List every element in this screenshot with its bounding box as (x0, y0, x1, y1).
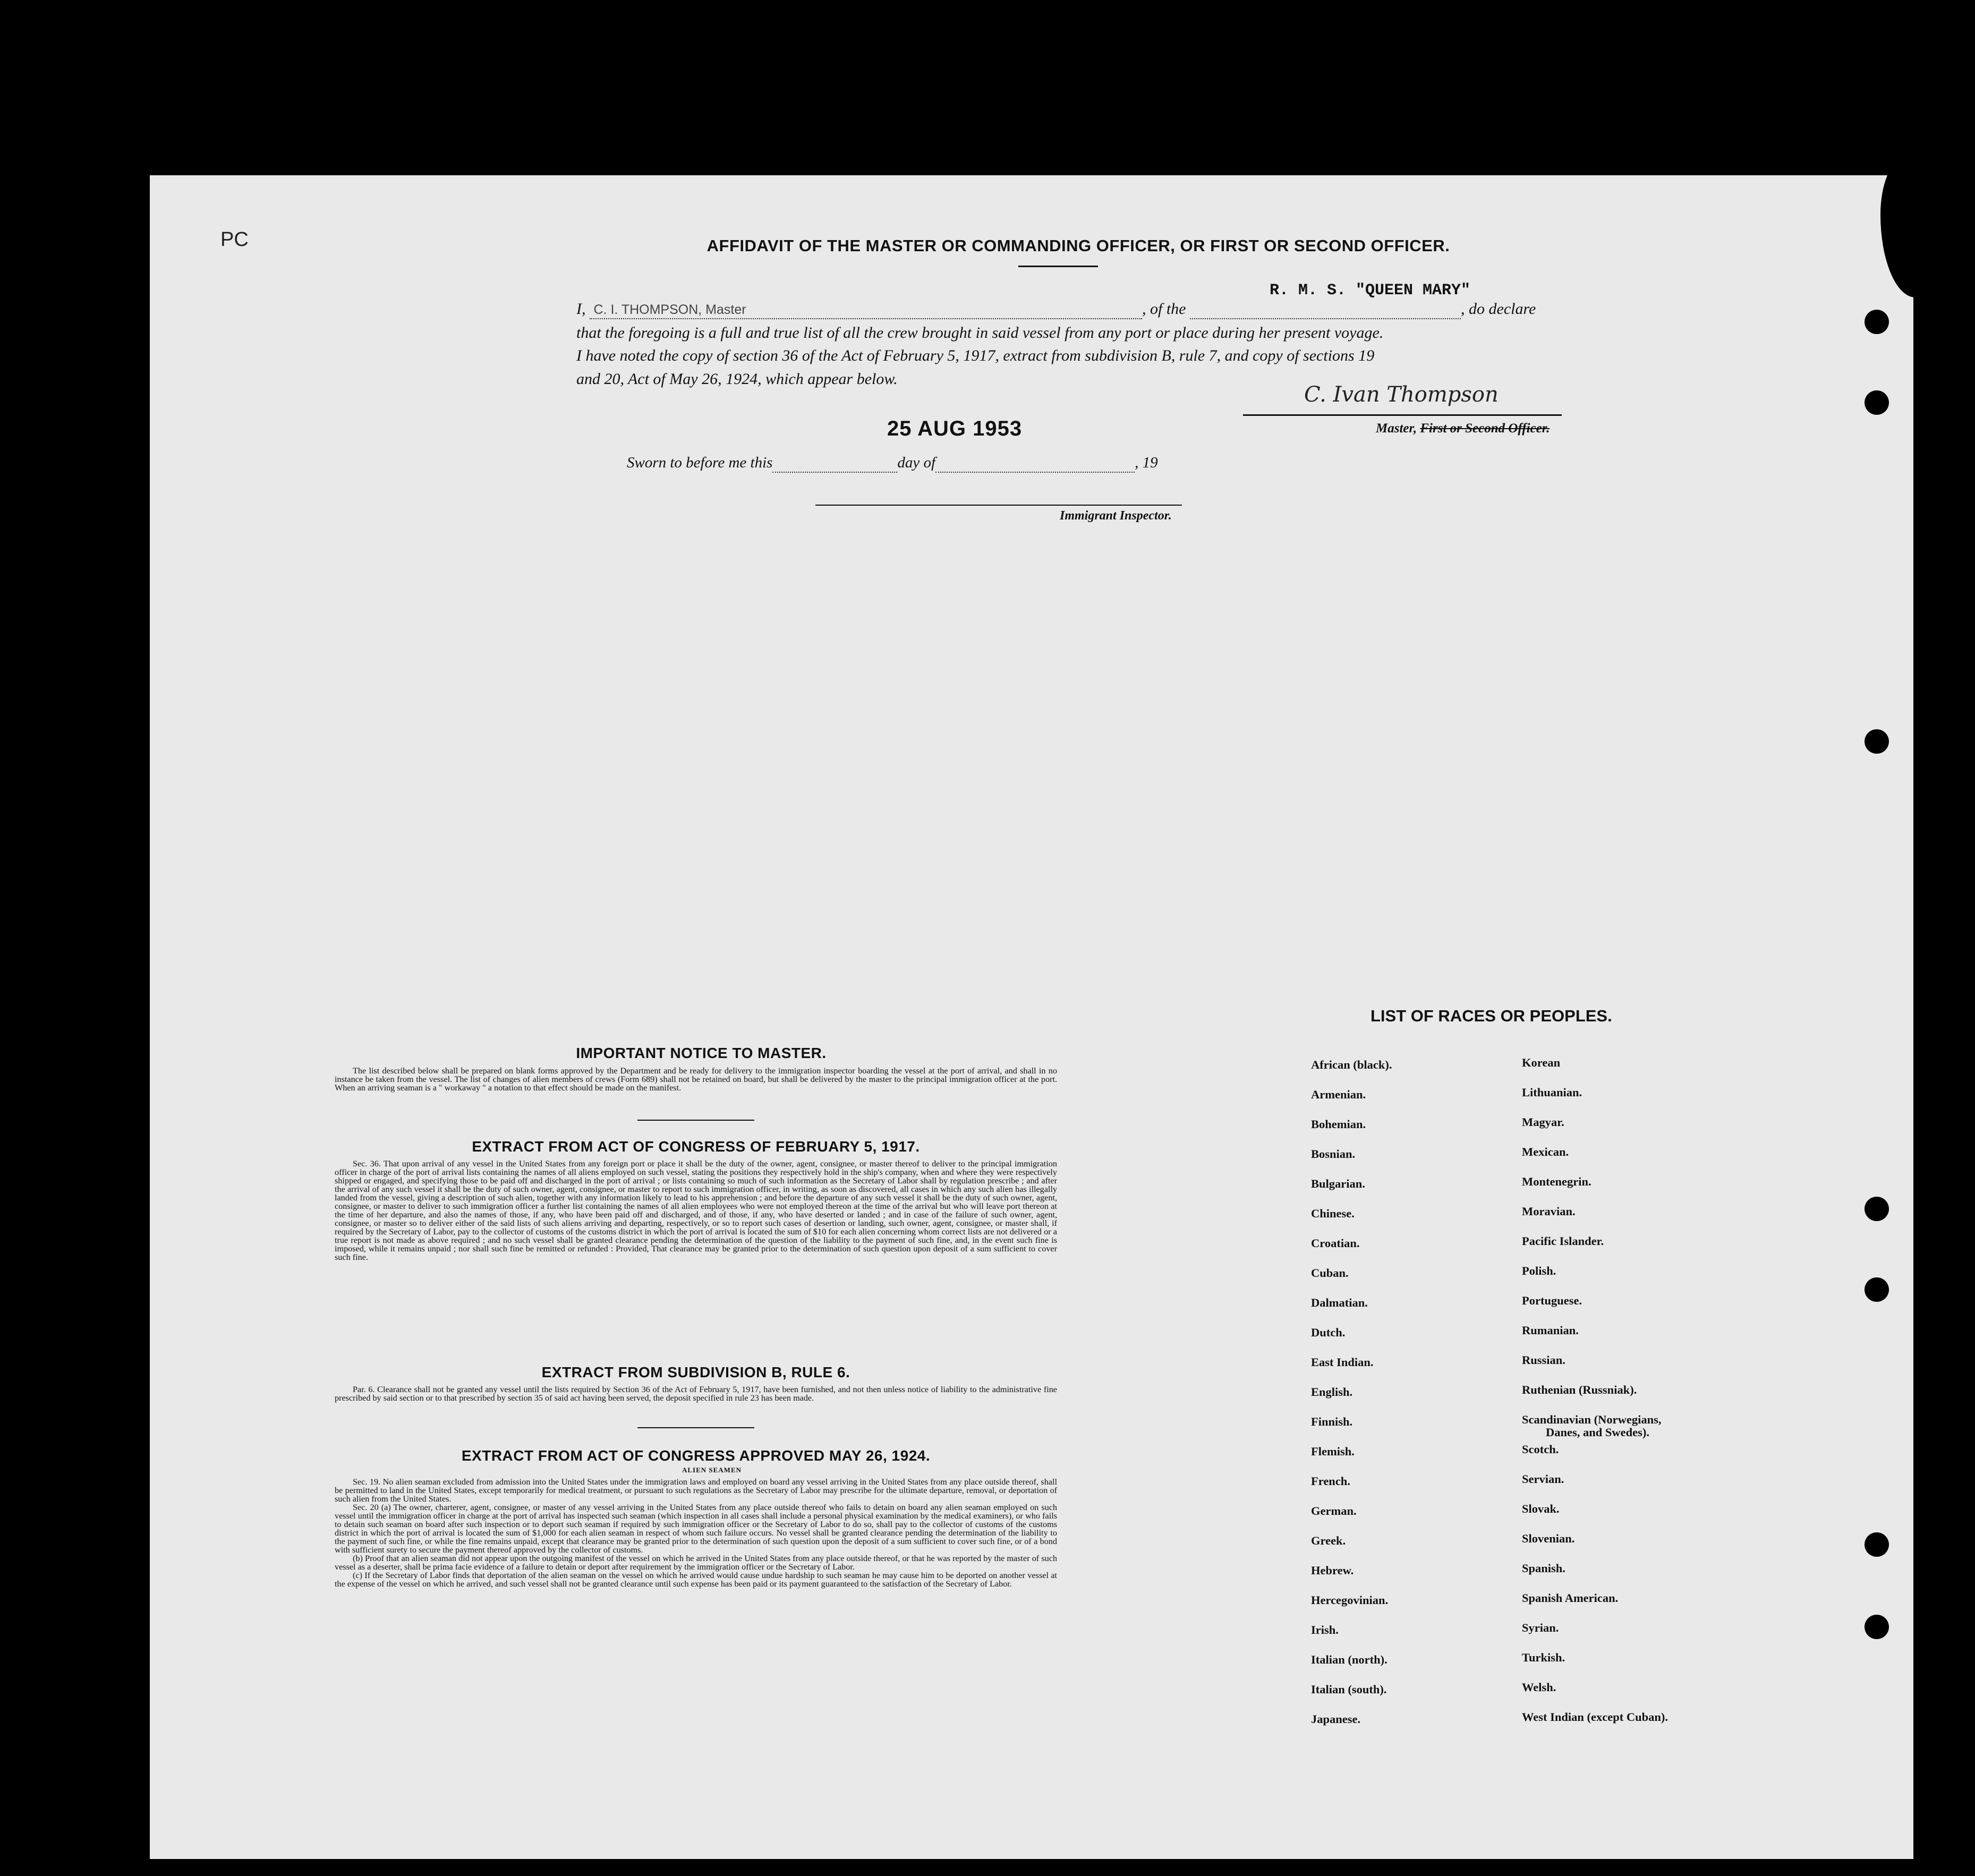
race-item: Scotch. (1522, 1443, 1559, 1456)
race-item: German. (1311, 1504, 1357, 1517)
race-item: Magyar. (1522, 1115, 1564, 1129)
title-rule (1018, 266, 1098, 267)
race-item: African (black). (1311, 1058, 1392, 1071)
race-item: Hercegovinian. (1311, 1593, 1389, 1607)
sworn-month-field (935, 454, 1135, 473)
master-label: Master, First or Second Officer. (1376, 421, 1550, 436)
race-item: English. (1311, 1385, 1353, 1399)
race-item: Italian (north). (1311, 1653, 1387, 1666)
affidavit-line-2: that the foregoing is a full and true list of all the crew brought in said vessel from any port or place during her present voyage. (576, 324, 1384, 342)
extract-1917-title: EXTRACT FROM ACT OF CONGRESS OF FEBRUARY 5, 1917. (472, 1138, 920, 1155)
race-item: Dalmatian. (1311, 1296, 1368, 1309)
extract-1924-title: EXTRACT FROM ACT OF CONGRESS APPROVED MAY 26, 1924. (461, 1447, 931, 1464)
race-item: Dutch. (1311, 1326, 1346, 1339)
binder-hole (1865, 310, 1889, 334)
race-item: Korean (1522, 1056, 1561, 1069)
inspector-signature-line (815, 505, 1182, 506)
extract-rule6-body: Par. 6. Clearance shall not be granted any vessel until the lists required by Section 36 of the Act of February 5, 1917, have been furnished, and not then unless notice of liability to the administrative fine prescribed by said section or to that prescribed by section 35 of said act having been served, the deposit specified in rule 23 has been made. (335, 1385, 1057, 1403)
race-item: Servian. (1522, 1472, 1564, 1486)
race-item: Mexican. (1522, 1145, 1569, 1158)
race-item: Croatian. (1311, 1237, 1360, 1250)
master-signature: C. Ivan Thompson (1304, 382, 1499, 407)
race-item: Ruthenian (Russniak). (1522, 1383, 1637, 1396)
race-item: Portuguese. (1522, 1294, 1582, 1307)
signature-line (1243, 414, 1562, 416)
race-item: Scandinavian (Norwegians, (1522, 1413, 1662, 1426)
race-item: Rumanian. (1522, 1324, 1579, 1337)
race-item: Syrian. (1522, 1621, 1559, 1634)
affidavit-line-4: and 20, Act of May 26, 1924, which appear below. (576, 370, 898, 388)
race-item: West Indian (except Cuban). (1522, 1710, 1668, 1724)
race-item: Welsh. (1522, 1681, 1556, 1694)
race-item: Chinese. (1311, 1207, 1355, 1220)
section-rule (637, 1120, 754, 1121)
section-rule (637, 1427, 754, 1428)
race-item: Bohemian. (1311, 1118, 1366, 1131)
document-page (150, 175, 1913, 1859)
date-stamp: 25 AUG 1953 (887, 417, 1023, 440)
race-item: Slovak. (1522, 1502, 1560, 1515)
of-the: , of the (1142, 300, 1186, 318)
race-item: Slovenian. (1522, 1532, 1575, 1545)
binder-hole (1865, 1532, 1889, 1557)
races-title: LIST OF RACES OR PEOPLES. (1370, 1007, 1612, 1025)
race-item: Danes, and Swedes). (1546, 1426, 1650, 1439)
alien-seamen-subtitle: ALIEN SEAMEN (682, 1466, 742, 1474)
binder-hole (1865, 1197, 1889, 1221)
race-item: Polish. (1522, 1264, 1556, 1277)
inspector-label: Immigrant Inspector. (1060, 509, 1172, 523)
race-item: Finnish. (1311, 1415, 1353, 1428)
race-item: Hebrew. (1311, 1564, 1354, 1577)
race-item: Cuban. (1311, 1266, 1349, 1280)
vessel-field (1190, 300, 1461, 319)
race-item: Bosnian. (1311, 1147, 1356, 1161)
race-item: Moravian. (1522, 1205, 1576, 1218)
race-item: Montenegrin. (1522, 1175, 1591, 1188)
extract-1917-body: Sec. 36. That upon arrival of any vessel in the United States from any foreign port or place it shall be the duty of the owner, agent, consignee, or master thereof to deliver to the principal immigration officer in charge of the port of arrival lists containing the names of all aliens employed on such vessel, stating the positions they respectively hold in the ship's company, when and where they were respectively shipped or engaged, and specifying those to be paid off and discharged in the port of arrival ; or lists containing so much of such information as the Secretary of Labor shall by regulation prescribe ; and after the arrival of any such vessel it shall be the duty of such owner, agent, consignee, or master to report to such immigration officer, in writing, as soon as discovered, all cases in which any such alien has illegally landed from the vessel, giving a description of such alien, together with any information likely to lead to his apprehension ; and before the departure of any such vessel it shall be the duty of such owner, agent, consignee, or master to deliver to such immigration officer a further list containing the names of all alien employees who were not employed thereon at the time of the arrival but who will leave port thereon at the time of her departure, and also the names of those, if any, who have been paid off and discharged, and of those, if any, who have deserted or landed ; and in case of the failure of such owner, agent, consignee, or master so to deliver either of the said lists of such aliens arriving and departing, respectively, or so to report such cases of desertion or landing, such owner, agent, consignee, or master shall, if required by the Secretary of Labor, pay to the collector of customs of the customs district in which the port of arrival is located the sum of $10 for each alien concerning whom correct lists are not delivered or a true report is not made as above required ; and no such vessel shall be granted clearance pending the determination of the question of the liability to the payment of such fine, and, in the event such fine is imposed, while it remains unpaid ; nor shall such fine be remitted or refunded : Provided, That clearance may be granted prior to the determination of such question upon deposit of a sum sufficient to cover such fine. (335, 1159, 1057, 1262)
binder-hole (1865, 390, 1889, 415)
race-item: Spanish. (1522, 1562, 1565, 1575)
notice-body: The list described below shall be prepared on blank forms approved by the Department and be ready for delivery to the immigration inspector boarding the vessel at the port of arrival, and shall in no instance be taken from the vessel. The list of changes of alien members of crews (Form 689) shall not be retained on board, but shall be delivered by the master to the principal immigration officer at the port. When an arriving seaman is a " workaway " a notation to that effect should be made on the manifest. (335, 1066, 1057, 1093)
struck-officer-text: First or Second Officer. (1420, 421, 1550, 436)
race-item: Russian. (1522, 1353, 1565, 1367)
affidavit-line-1 (576, 300, 1536, 319)
race-item: Armenian. (1311, 1088, 1366, 1101)
do-declare: , do declare (1461, 300, 1536, 318)
race-item: Lithuanian. (1522, 1086, 1582, 1099)
race-item: Italian (south). (1311, 1683, 1387, 1696)
binder-hole (1865, 1615, 1889, 1639)
race-item: Japanese. (1311, 1712, 1361, 1726)
race-item: Greek. (1311, 1534, 1346, 1547)
race-item: French. (1311, 1474, 1350, 1488)
race-item: Spanish American. (1522, 1591, 1619, 1605)
officer-fill: C. I. THOMPSON, Master (593, 302, 746, 317)
race-item: East Indian. (1311, 1355, 1374, 1369)
sworn-line: Sworn to before me this day of , 19 (627, 454, 1158, 473)
affidavit-line-3: I have noted the copy of section 36 of the Act of February 5, 1917, extract from subdivision B, rule 7, and copy of sections 19 (576, 347, 1375, 364)
race-item: Bulgarian. (1311, 1177, 1365, 1190)
notice-title: IMPORTANT NOTICE TO MASTER. (576, 1045, 827, 1061)
extract-rule6-title: EXTRACT FROM SUBDIVISION B, RULE 6. (541, 1364, 850, 1380)
binder-hole (1865, 729, 1889, 754)
race-item: Turkish. (1522, 1651, 1565, 1664)
race-item: Irish. (1311, 1623, 1339, 1636)
race-item: Flemish. (1311, 1445, 1355, 1458)
extract-1924-body: Sec. 19. No alien seaman excluded from admission into the United States under the immigration laws and employed on board any vessel arriving in the United States from any place outside thereof, shall be permitted to land in the United States, except temporarily for medical treatment, or pursuant to such regulations as the Secretary of Labor may prescribe for the ultimate departure, removal, or deportation of such alien from the United States. Sec. 20 (a) The owner, charterer, agent, consignee, or master of any vessel arriving in the United States from any place outside thereof who fails to detain on board any alien seaman employed on such vessel until the immigration officer in charge at the port of arrival has inspected such seaman (which inspection in all cases shall include a personal physical examination by the medical examiners), or who fails to detain such seaman on board after such inspection or to deport such seaman if required by such immigration officer or the Secretary of Labor to do so, shall pay to the collector of customs of the customs district in which the port of arrival is located the sum of $1,000 for each alien seaman in respect of whom such failure occurs. No vessel shall be granted clearance pending the determination of the liability to the payment of such fine, or while the fine remains unpaid, except that clearance may be granted prior to the determination of such question upon the deposit of a sum sufficient to cover such fine, or of a bond with sufficient surety to secure the payment thereof approved by the collector of customs. (b) Proof that an alien seaman did not appear upon the outgoing manifest of the vessel on which he arrived in the United States from any place outside thereof, or that he was reported by the master of such vessel as a deserter, shall be prima facie evidence of a failure to detain or deport after requirement by the immigration officer or the Secretary of Labor. (c) If the Secretary of Labor finds that deportation of the alien seaman on the vessel on which he arrived would cause undue hardship to such seaman he may cause him to be deported on another vessel at the expense of the vessel on which he arrived, and such vessel shall not be granted clearance until such expense has been paid or its payment guaranteed to the satisfaction of the Secretary of Labor. (335, 1477, 1057, 1589)
ship-name: R. M. S. "QUEEN MARY" (1270, 282, 1471, 300)
sworn-day-field (772, 454, 897, 473)
i-prefix: I, (576, 300, 586, 318)
binder-hole (1865, 1277, 1889, 1302)
margin-note: PC (220, 228, 249, 251)
affidavit-title: AFFIDAVIT OF THE MASTER OR COMMANDING OFFICER, OR FIRST OR SECOND OFFICER. (706, 236, 1450, 255)
race-item: Pacific Islander. (1522, 1234, 1604, 1248)
officer-field (590, 300, 1142, 319)
